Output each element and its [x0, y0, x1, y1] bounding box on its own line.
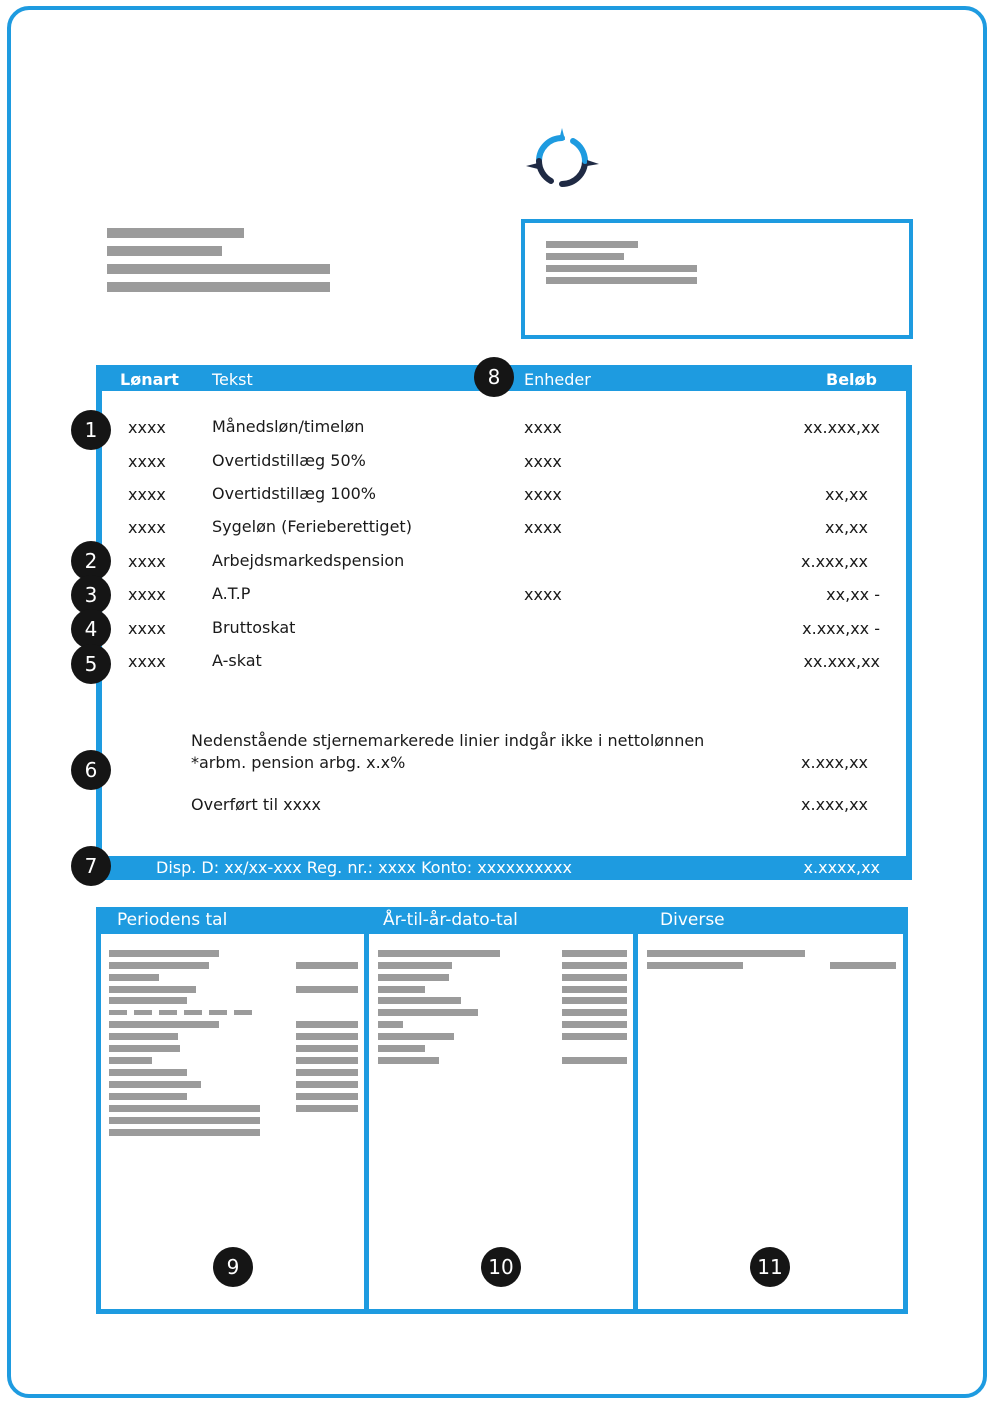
text-placeholder: [109, 1081, 201, 1088]
text-placeholder: [378, 1045, 425, 1052]
text-placeholder: [109, 1069, 187, 1076]
footer-account-info: Disp. D: xx/xx-xxx Reg. nr.: xxxx Konto: xxxxxxxxxx: [156, 858, 572, 877]
marker-badge: 7: [71, 846, 111, 886]
text-placeholder: [107, 228, 244, 238]
value-placeholder: [562, 962, 627, 969]
value-placeholder: [562, 974, 627, 981]
text-placeholder: [378, 1057, 439, 1064]
value-placeholder: [296, 1069, 358, 1076]
header-belob: Beløb: [826, 370, 877, 389]
text-placeholder: [109, 1105, 260, 1112]
text-placeholder: [109, 1045, 180, 1052]
panel-divider: [364, 907, 369, 1314]
row-enheder: xxxx: [524, 452, 562, 471]
compass-logo-icon: [521, 126, 603, 196]
panel-title-ytd: År-til-år-dato-tal: [383, 910, 518, 930]
value-placeholder: [296, 1021, 358, 1028]
note-line: Nedenstående stjernemarkerede linier indgår ikke i nettolønnen: [191, 731, 705, 750]
row-tekst: Overtidstillæg 100%: [212, 484, 376, 503]
row-lonart: xxxx: [128, 619, 166, 638]
value-placeholder: [296, 1057, 358, 1064]
row-belob: x.xxx,xx -: [802, 619, 880, 638]
marker-badge: 3: [71, 575, 111, 615]
dash-placeholder: [159, 1010, 177, 1015]
row-enheder: xxxx: [524, 485, 562, 504]
text-placeholder: [647, 962, 743, 969]
text-placeholder: [107, 264, 330, 274]
value-placeholder: [296, 1105, 358, 1112]
transfer-label: Overført til xxxx: [191, 795, 321, 814]
text-placeholder: [109, 1033, 178, 1040]
text-placeholder: [378, 974, 449, 981]
note-pension-label: *arbm. pension arbg. x.x%: [191, 753, 406, 772]
panel-divider: [633, 907, 638, 1314]
marker-badge: 11: [750, 1247, 790, 1287]
text-placeholder: [378, 962, 452, 969]
text-placeholder: [109, 962, 209, 969]
value-placeholder: [562, 1021, 627, 1028]
marker-badge: 2: [71, 541, 111, 581]
row-enheder: xxxx: [524, 518, 562, 537]
text-placeholder: [378, 1033, 454, 1040]
dash-placeholder: [109, 1010, 127, 1015]
marker-badge: 5: [71, 644, 111, 684]
row-tekst: Månedsløn/timeløn: [212, 417, 365, 436]
dash-placeholder: [209, 1010, 227, 1015]
row-belob: xx.xxx,xx: [803, 418, 880, 437]
text-placeholder: [546, 277, 697, 284]
text-placeholder: [378, 1009, 478, 1016]
row-belob: xx.xxx,xx: [803, 652, 880, 671]
value-placeholder: [562, 986, 627, 993]
text-placeholder: [107, 246, 222, 256]
transfer-amount: x.xxx,xx: [801, 795, 868, 814]
row-tekst: A.T.P: [212, 584, 251, 603]
row-tekst: Overtidstillæg 50%: [212, 451, 366, 470]
row-belob: xx,xx: [825, 485, 868, 504]
value-placeholder: [296, 1045, 358, 1052]
marker-badge: 10: [481, 1247, 521, 1287]
value-placeholder: [296, 1033, 358, 1040]
text-placeholder: [546, 265, 697, 272]
text-placeholder: [647, 950, 805, 957]
marker-badge: 9: [213, 1247, 253, 1287]
row-lonart: xxxx: [128, 418, 166, 437]
row-lonart: xxxx: [128, 518, 166, 537]
panel-title-period: Periodens tal: [117, 910, 228, 930]
text-placeholder: [109, 1093, 187, 1100]
text-placeholder: [109, 986, 196, 993]
panel-title-misc: Diverse: [660, 910, 725, 930]
text-placeholder: [378, 997, 461, 1004]
text-placeholder: [109, 1057, 152, 1064]
row-belob: xx,xx: [825, 518, 868, 537]
dash-placeholder: [184, 1010, 202, 1015]
row-tekst: Arbejdsmarkedspension: [212, 551, 405, 570]
value-placeholder: [296, 986, 358, 993]
value-placeholder: [562, 1033, 627, 1040]
row-lonart: xxxx: [128, 652, 166, 671]
text-placeholder: [109, 997, 187, 1004]
value-placeholder: [562, 1057, 627, 1064]
header-enheder: Enheder: [524, 370, 591, 389]
text-placeholder: [546, 253, 624, 260]
marker-badge: 4: [71, 609, 111, 649]
marker-badge: 8: [474, 357, 514, 397]
value-placeholder: [562, 1009, 627, 1016]
value-placeholder: [296, 962, 358, 969]
value-placeholder: [562, 997, 627, 1004]
row-tekst: A-skat: [212, 651, 262, 670]
text-placeholder: [378, 950, 500, 957]
footer-amount: x.xxxx,xx: [803, 858, 880, 877]
row-lonart: xxxx: [128, 485, 166, 504]
row-belob: xx,xx -: [826, 585, 880, 604]
text-placeholder: [378, 1021, 403, 1028]
row-enheder: xxxx: [524, 585, 562, 604]
text-placeholder: [109, 950, 219, 957]
text-placeholder: [107, 282, 330, 292]
row-lonart: xxxx: [128, 552, 166, 571]
value-placeholder: [296, 1081, 358, 1088]
dash-placeholder: [234, 1010, 252, 1015]
value-placeholder: [562, 950, 627, 957]
marker-badge: 1: [71, 410, 111, 450]
value-placeholder: [296, 1093, 358, 1100]
text-placeholder: [109, 1117, 260, 1124]
row-tekst: Sygeløn (Ferieberettiget): [212, 517, 412, 536]
text-placeholder: [378, 986, 425, 993]
value-placeholder: [830, 962, 896, 969]
row-lonart: xxxx: [128, 585, 166, 604]
row-enheder: xxxx: [524, 418, 562, 437]
text-placeholder: [109, 974, 159, 981]
header-lonart: Lønart: [120, 370, 179, 389]
dash-placeholder: [134, 1010, 152, 1015]
row-lonart: xxxx: [128, 452, 166, 471]
header-tekst: Tekst: [212, 370, 253, 389]
row-belob: x.xxx,xx: [801, 552, 868, 571]
note-pension-amount: x.xxx,xx: [801, 753, 868, 772]
marker-badge: 6: [71, 750, 111, 790]
text-placeholder: [109, 1129, 260, 1136]
text-placeholder: [546, 241, 638, 248]
text-placeholder: [109, 1021, 219, 1028]
row-tekst: Bruttoskat: [212, 618, 296, 637]
